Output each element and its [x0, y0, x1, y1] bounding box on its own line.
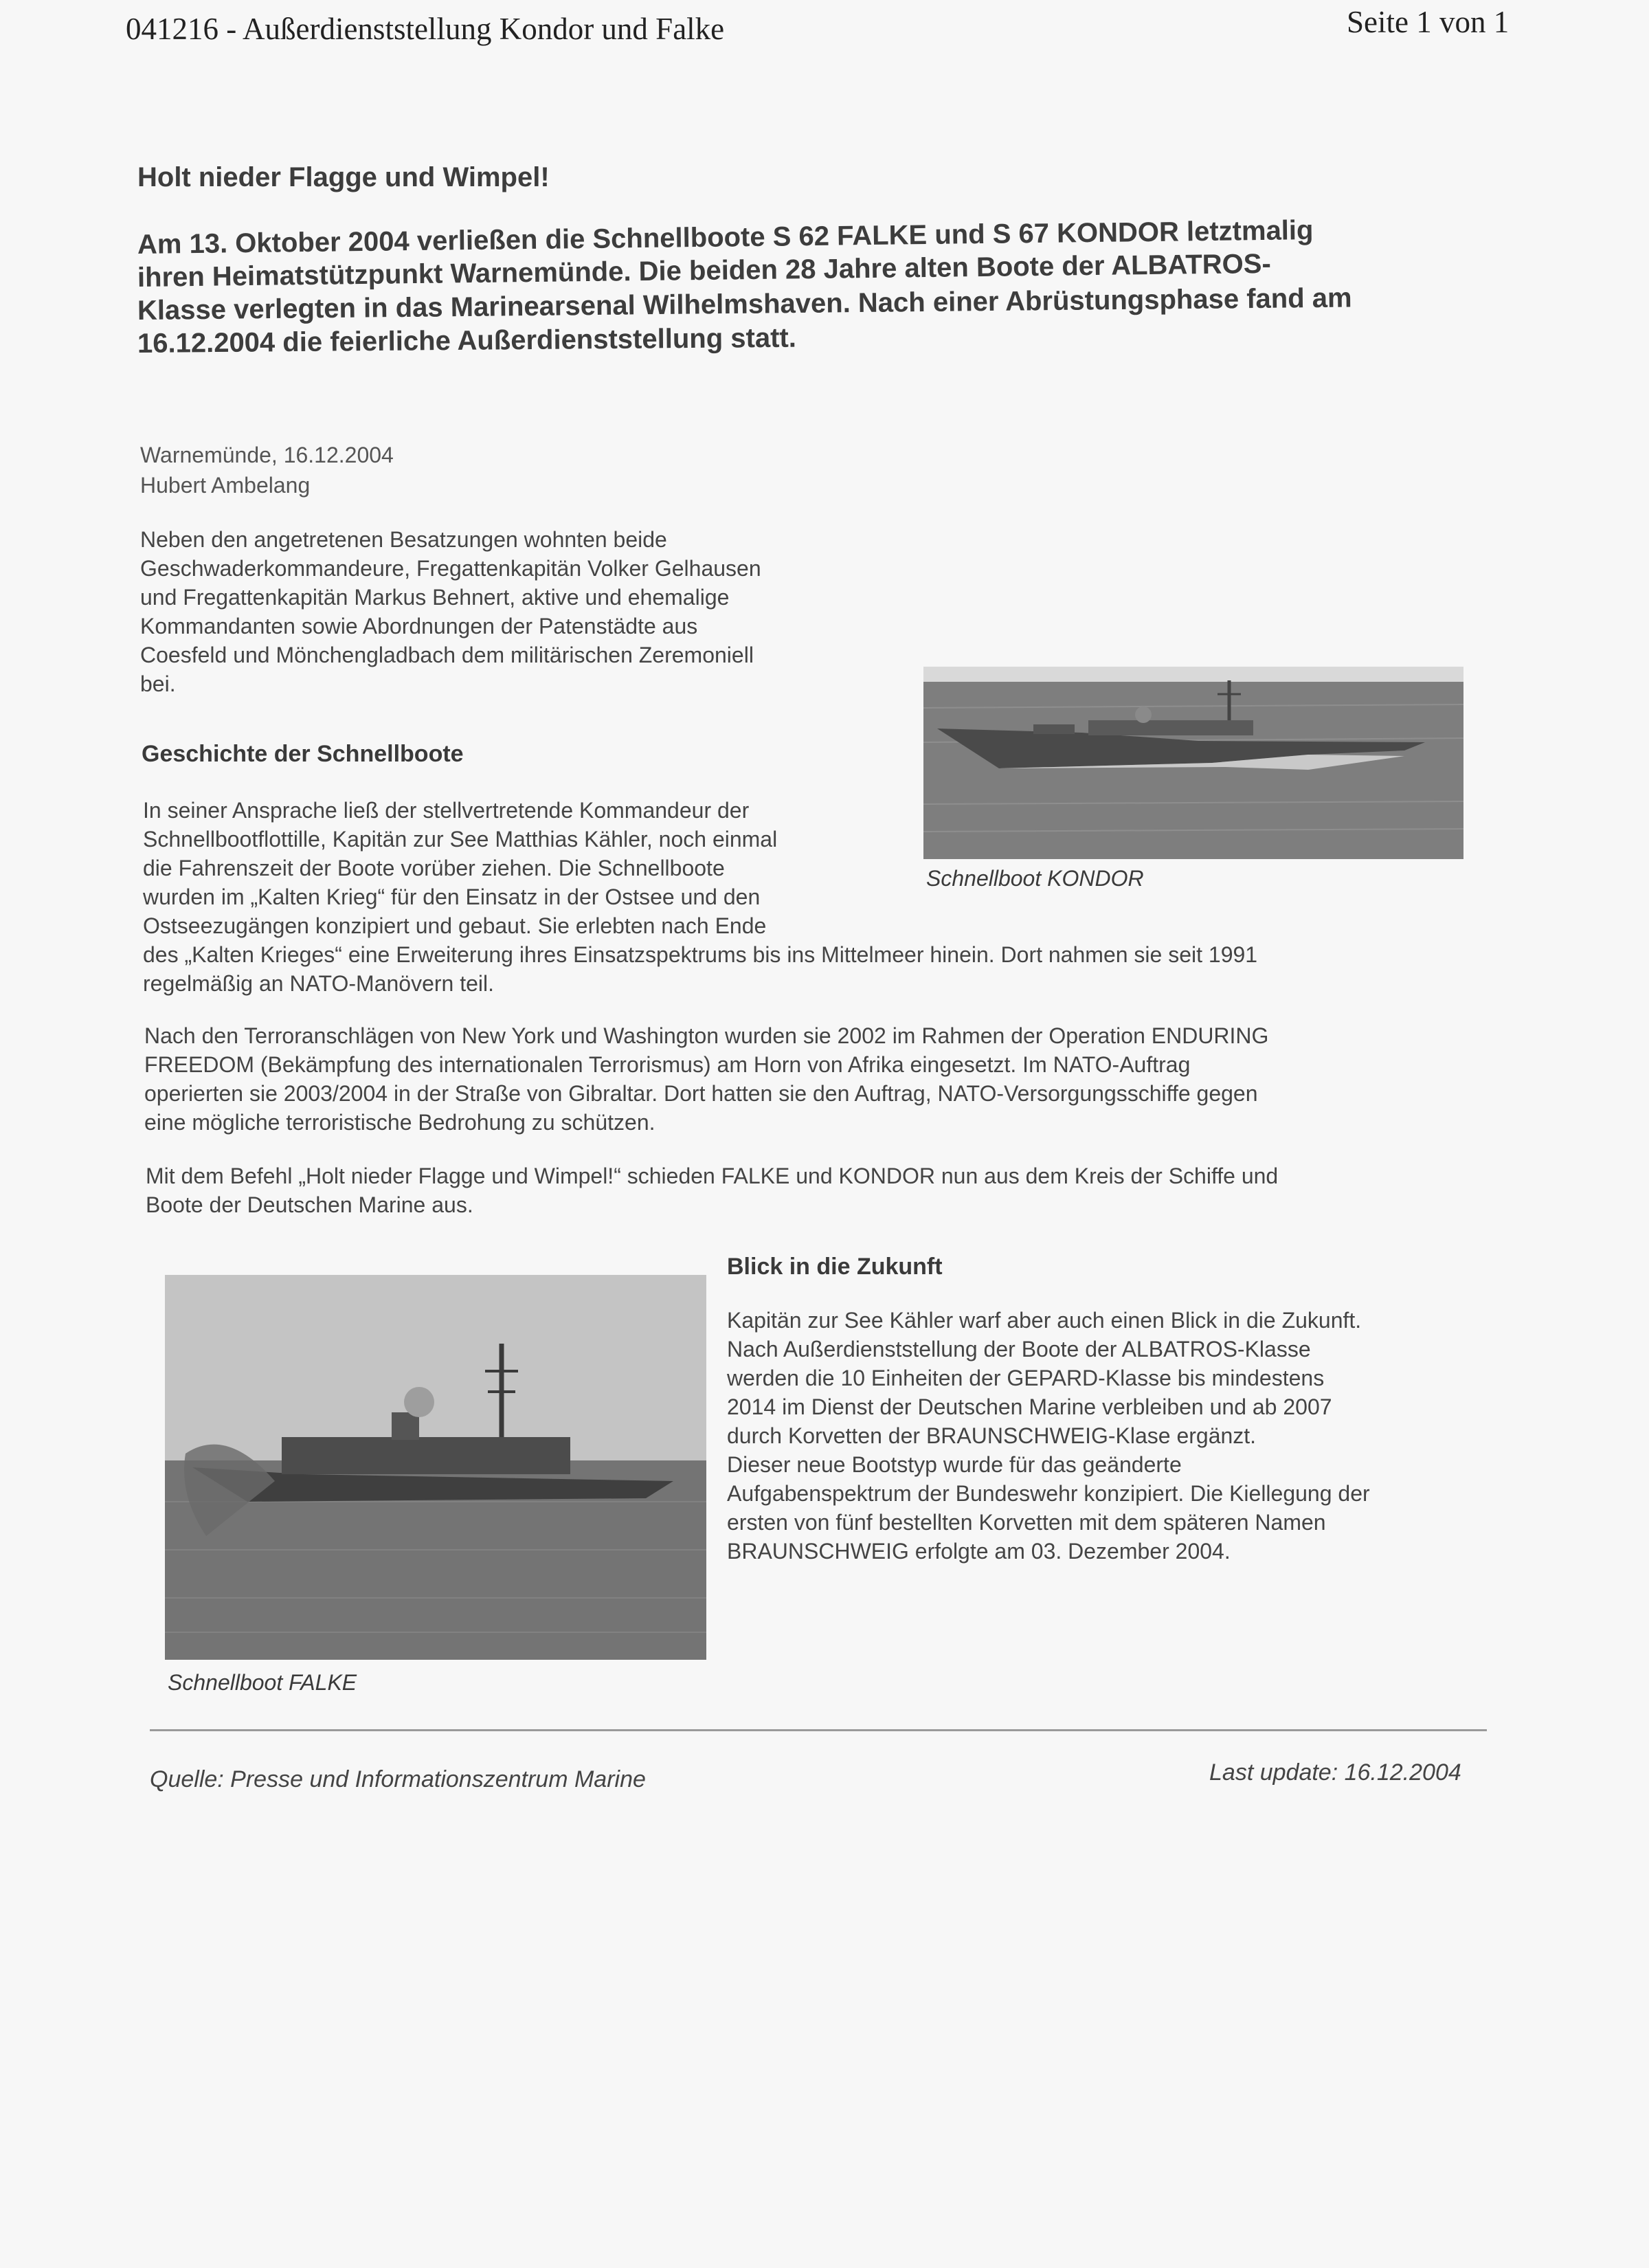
text-line: bei. [140, 671, 176, 696]
text-line: des „Kalten Krieges“ eine Erweiterung ihres Einsatzspektrums bis ins Mittelmeer hinein. Dort nahmen sie seit 1991 [143, 942, 1258, 967]
text-line: regelmäßig an NATO-Manövern teil. [143, 971, 495, 996]
page-number: Seite 1 von 1 [1347, 5, 1510, 39]
photo-falke [165, 1275, 706, 1660]
text-line: Nach Außerdienststellung der Boote der ALBATROS-Klasse [727, 1337, 1311, 1361]
text-line: durch Korvetten der BRAUNSCHWEIG-Klase ergänzt. [727, 1423, 1257, 1448]
text-line: 2014 im Dienst der Deutschen Marine verbleiben und ab 2007 [727, 1394, 1332, 1419]
text-line: werden die 10 Einheiten der GEPARD-Klasse bis mindestens [727, 1366, 1325, 1390]
article-date: Warnemünde, 16.12.2004 [140, 443, 394, 467]
paragraph-ceremony [140, 525, 761, 698]
article-headline: Holt nieder Flagge und Wimpel! [137, 162, 550, 192]
document-title: 041216 - Außerdienststellung Kondor und Falke [126, 12, 725, 46]
footer-last-update: Last update: 16.12.2004 [1209, 1759, 1461, 1786]
photo-caption-kondor: Schnellboot KONDOR [926, 866, 1144, 891]
boat-falke-illustration [165, 1275, 706, 1660]
text-line: Coesfeld und Mönchengladbach dem militärischen Zeremoniell [140, 643, 754, 667]
text-line: und Fregattenkapitän Markus Behnert, aktive und ehemalige [140, 585, 730, 610]
text-line: operierten sie 2003/2004 in der Straße von Gibraltar. Dort hatten sie den Auftrag, NATO-Versorgungsschiffe gegen [144, 1081, 1258, 1106]
footer-divider [150, 1729, 1487, 1731]
lead-line: 16.12.2004 die feierliche Außerdienststellung statt. [137, 322, 797, 359]
paragraph-operations [144, 1021, 1268, 1137]
text-line: eine mögliche terroristische Bedrohung zu schützen. [144, 1110, 655, 1135]
lead-line: Am 13. Oktober 2004 verließen die Schnellboote S 62 FALKE und S 67 KONDOR letztmalig [137, 215, 1314, 260]
paragraph-decommission [146, 1161, 1278, 1219]
lead-line: ihren Heimatstützpunkt Warnemünde. Die beiden 28 Jahre alten Boote der ALBATROS- [137, 248, 1272, 293]
paragraph-history [143, 796, 1257, 998]
text-line: Kommandanten sowie Abordnungen der Patenstädte aus [140, 614, 698, 638]
text-line: Kapitän zur See Kähler warf aber auch einen Blick in die Zukunft. [727, 1308, 1362, 1333]
text-line: Nach den Terroranschlägen von New York und Washington wurden sie 2002 im Rahmen der Operation ENDURING [144, 1023, 1269, 1048]
text-line: Mit dem Befehl „Holt nieder Flagge und Wimpel!“ schieden FALKE und KONDOR nun aus dem Kreis der Schiffe und [146, 1164, 1279, 1188]
text-line: BRAUNSCHWEIG erfolgte am 03. Dezember 2004. [727, 1539, 1231, 1564]
section-heading-future: Blick in die Zukunft [727, 1254, 943, 1280]
text-line: In seiner Ansprache ließ der stellvertretende Kommandeur der [143, 798, 750, 823]
lead-line: Klasse verlegten in das Marinearsenal Wilhelmshaven. Nach einer Abrüstungsphase fand am [137, 282, 1352, 326]
text-line: Schnellbootflottille, Kapitän zur See Matthias Kähler, noch einmal [143, 827, 778, 852]
article-lead [137, 215, 1512, 360]
text-line: Boote der Deutschen Marine aus. [146, 1192, 473, 1217]
text-line: ersten von fünf bestellten Korvetten mit dem späteren Namen [727, 1510, 1326, 1535]
text-line: wurden im „Kalten Krieg“ für den Einsatz in der Ostsee und den [143, 885, 761, 909]
dateline [140, 440, 394, 500]
footer-source: Quelle: Presse und Informationszentrum Marine [150, 1766, 646, 1792]
text-line: Aufgabenspektrum der Bundeswehr konzipiert. Die Kiellegung der [727, 1481, 1370, 1506]
text-line: Ostseezugängen konzipiert und gebaut. Sie erlebten nach Ende [143, 913, 767, 938]
paragraph-future [727, 1306, 1370, 1566]
article-author: Hubert Ambelang [140, 473, 311, 498]
text-line: FREEDOM (Bekämpfung des internationalen Terrorismus) am Horn von Afrika eingesetzt. Im NATO-Auftrag [144, 1052, 1191, 1077]
text-line: Geschwaderkommandeure, Fregattenkapitän Volker Gelhausen [140, 556, 761, 581]
text-line: Dieser neue Bootstyp wurde für das geänderte [727, 1452, 1182, 1477]
text-line: die Fahrenszeit der Boote vorüber ziehen. Die Schnellboote [143, 856, 725, 880]
text-line: Neben den angetretenen Besatzungen wohnten beide [140, 527, 667, 552]
section-heading-history: Geschichte der Schnellboote [142, 741, 464, 767]
photo-caption-falke: Schnellboot FALKE [168, 1670, 357, 1695]
